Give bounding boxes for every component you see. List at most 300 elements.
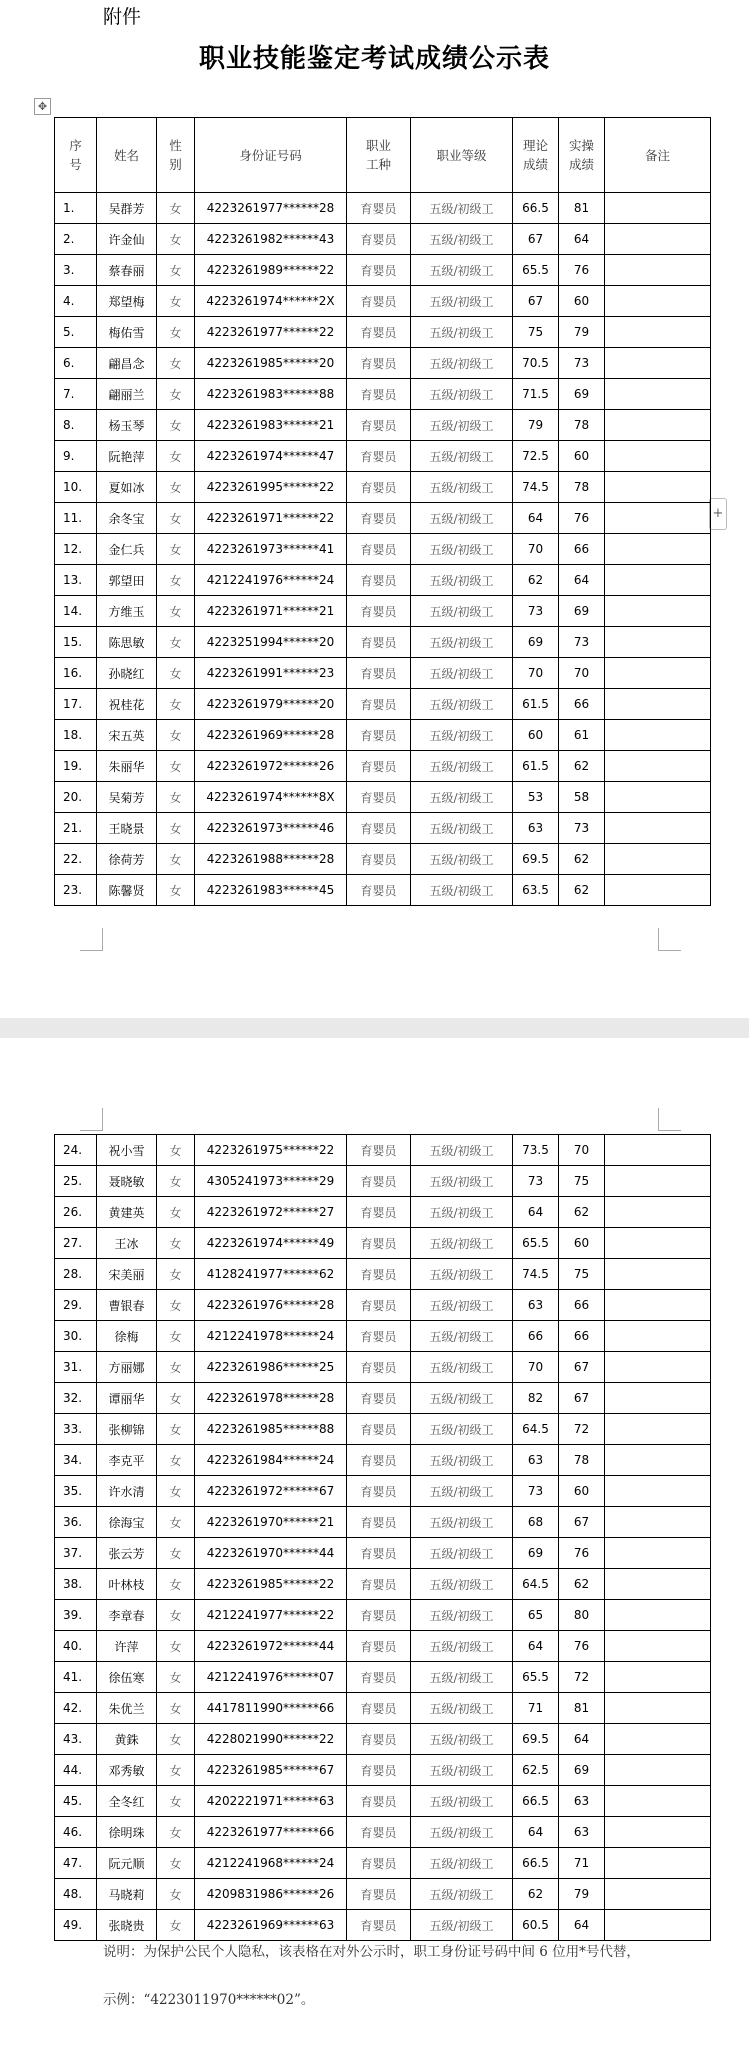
cell-practice-score: 66 xyxy=(559,1321,605,1352)
cell-index: 20. xyxy=(55,782,97,813)
cell-remarks xyxy=(605,720,711,751)
cell-theory-score: 63.5 xyxy=(513,875,559,906)
cell-job-type: 育婴员 xyxy=(347,1445,411,1476)
cell-job-type: 育婴员 xyxy=(347,689,411,720)
cell-theory-score: 70 xyxy=(513,1352,559,1383)
cell-index: 2. xyxy=(55,224,97,255)
cell-gender: 女 xyxy=(157,1135,195,1166)
cell-job-type: 育婴员 xyxy=(347,1414,411,1445)
cell-theory-score: 53 xyxy=(513,782,559,813)
cell-remarks xyxy=(605,1135,711,1166)
cell-index: 44. xyxy=(55,1755,97,1786)
header-id: 身份证号码 xyxy=(195,118,347,193)
cell-name: 张柳锦 xyxy=(97,1414,157,1445)
header-remarks: 备注 xyxy=(605,118,711,193)
table-row xyxy=(55,1166,711,1197)
cell-job-type: 育婴员 xyxy=(347,844,411,875)
crop-mark-bottom-left xyxy=(80,928,103,951)
cell-id-number: 4223261985******20 xyxy=(195,348,347,379)
cell-remarks xyxy=(605,472,711,503)
cell-gender: 女 xyxy=(157,565,195,596)
cell-remarks xyxy=(605,1848,711,1879)
cell-gender: 女 xyxy=(157,751,195,782)
table-row xyxy=(55,317,711,348)
cell-job-type: 育婴员 xyxy=(347,1817,411,1848)
cell-job-level: 五级/初级工 xyxy=(411,1290,513,1321)
cell-practice-score: 78 xyxy=(559,410,605,441)
cell-practice-score: 60 xyxy=(559,1228,605,1259)
cell-remarks xyxy=(605,255,711,286)
cell-job-level: 五级/初级工 xyxy=(411,1228,513,1259)
cell-remarks xyxy=(605,1197,711,1228)
cell-gender: 女 xyxy=(157,720,195,751)
cell-job-level: 五级/初级工 xyxy=(411,1817,513,1848)
cell-name: 朱丽华 xyxy=(97,751,157,782)
score-table-page-1 xyxy=(54,117,711,906)
cell-index: 32. xyxy=(55,1383,97,1414)
cell-job-level: 五级/初级工 xyxy=(411,224,513,255)
table-row xyxy=(55,472,711,503)
cell-index: 16. xyxy=(55,658,97,689)
cell-theory-score: 69.5 xyxy=(513,1724,559,1755)
cell-theory-score: 60.5 xyxy=(513,1910,559,1941)
cell-name: 叶林枝 xyxy=(97,1569,157,1600)
cell-gender: 女 xyxy=(157,782,195,813)
cell-id-number: 4223261969******28 xyxy=(195,720,347,751)
cell-id-number: 4223261989******22 xyxy=(195,255,347,286)
cell-name: 许萍 xyxy=(97,1631,157,1662)
cell-index: 45. xyxy=(55,1786,97,1817)
table-row xyxy=(55,1538,711,1569)
cell-remarks xyxy=(605,1290,711,1321)
cell-job-level: 五级/初级工 xyxy=(411,1693,513,1724)
cell-job-type: 育婴员 xyxy=(347,255,411,286)
table-row xyxy=(55,627,711,658)
table-row xyxy=(55,1321,711,1352)
cell-practice-score: 62 xyxy=(559,875,605,906)
cell-practice-score: 66 xyxy=(559,534,605,565)
cell-practice-score: 78 xyxy=(559,472,605,503)
cell-remarks xyxy=(605,844,711,875)
cell-name: 吴菊芳 xyxy=(97,782,157,813)
cell-job-type: 育婴员 xyxy=(347,348,411,379)
crop-mark-top-left xyxy=(80,1108,103,1131)
cell-remarks xyxy=(605,317,711,348)
table-row xyxy=(55,286,711,317)
cell-job-type: 育婴员 xyxy=(347,286,411,317)
cell-job-level: 五级/初级工 xyxy=(411,1910,513,1941)
cell-job-level: 五级/初级工 xyxy=(411,1414,513,1445)
cell-remarks xyxy=(605,1507,711,1538)
cell-id-number: 4305241973******29 xyxy=(195,1166,347,1197)
cell-job-level: 五级/初级工 xyxy=(411,1662,513,1693)
table-row xyxy=(55,255,711,286)
cell-job-type: 育婴员 xyxy=(347,658,411,689)
cell-job-level: 五级/初级工 xyxy=(411,1879,513,1910)
cell-name: 杨玉琴 xyxy=(97,410,157,441)
header-index: 序号 xyxy=(55,118,97,193)
cell-practice-score: 75 xyxy=(559,1166,605,1197)
cell-index: 37. xyxy=(55,1538,97,1569)
cell-id-number: 4223261977******66 xyxy=(195,1817,347,1848)
cell-theory-score: 79 xyxy=(513,410,559,441)
cell-job-type: 育婴员 xyxy=(347,317,411,348)
cell-id-number: 4212241976******07 xyxy=(195,1662,347,1693)
cell-name: 祝桂花 xyxy=(97,689,157,720)
cell-job-level: 五级/初级工 xyxy=(411,813,513,844)
cell-remarks xyxy=(605,1476,711,1507)
cell-remarks xyxy=(605,1755,711,1786)
cell-theory-score: 64.5 xyxy=(513,1414,559,1445)
cell-job-level: 五级/初级工 xyxy=(411,534,513,565)
cell-job-type: 育婴员 xyxy=(347,1290,411,1321)
cell-id-number: 4223261995******22 xyxy=(195,472,347,503)
cell-gender: 女 xyxy=(157,224,195,255)
cell-gender: 女 xyxy=(157,658,195,689)
cell-index: 40. xyxy=(55,1631,97,1662)
cell-job-type: 育婴员 xyxy=(347,1383,411,1414)
cell-practice-score: 64 xyxy=(559,1724,605,1755)
score-table-page-2 xyxy=(54,1134,711,1941)
cell-job-type: 育婴员 xyxy=(347,1879,411,1910)
cell-job-type: 育婴员 xyxy=(347,627,411,658)
cell-theory-score: 67 xyxy=(513,224,559,255)
cell-practice-score: 76 xyxy=(559,1631,605,1662)
cell-gender: 女 xyxy=(157,410,195,441)
table-row xyxy=(55,844,711,875)
cell-index: 35. xyxy=(55,1476,97,1507)
cell-id-number: 4223261982******43 xyxy=(195,224,347,255)
cell-job-level: 五级/初级工 xyxy=(411,627,513,658)
cell-id-number: 4223261983******88 xyxy=(195,379,347,410)
cell-gender: 女 xyxy=(157,1352,195,1383)
cell-job-level: 五级/初级工 xyxy=(411,410,513,441)
cell-gender: 女 xyxy=(157,1259,195,1290)
cell-practice-score: 79 xyxy=(559,317,605,348)
cell-name: 全冬红 xyxy=(97,1786,157,1817)
cell-id-number: 4223261991******23 xyxy=(195,658,347,689)
cell-gender: 女 xyxy=(157,627,195,658)
cell-name: 宋五英 xyxy=(97,720,157,751)
cell-name: 宋美丽 xyxy=(97,1259,157,1290)
cell-index: 25. xyxy=(55,1166,97,1197)
cell-id-number: 4223261983******45 xyxy=(195,875,347,906)
cell-theory-score: 64.5 xyxy=(513,1569,559,1600)
crop-mark-top-right xyxy=(658,1108,681,1131)
cell-id-number: 4223251994******20 xyxy=(195,627,347,658)
table-row xyxy=(55,596,711,627)
cell-name: 方丽娜 xyxy=(97,1352,157,1383)
cell-practice-score: 72 xyxy=(559,1414,605,1445)
cell-remarks xyxy=(605,1352,711,1383)
cell-remarks xyxy=(605,565,711,596)
cell-theory-score: 70 xyxy=(513,658,559,689)
cell-job-type: 育婴员 xyxy=(347,1693,411,1724)
cell-remarks xyxy=(605,1383,711,1414)
cell-remarks xyxy=(605,1228,711,1259)
cell-index: 13. xyxy=(55,565,97,596)
table-row xyxy=(55,441,711,472)
cell-remarks xyxy=(605,1631,711,1662)
cell-remarks xyxy=(605,1879,711,1910)
cell-practice-score: 66 xyxy=(559,1290,605,1321)
cell-job-level: 五级/初级工 xyxy=(411,720,513,751)
cell-theory-score: 62 xyxy=(513,565,559,596)
table-row xyxy=(55,410,711,441)
document-title: 职业技能鉴定考试成绩公示表 xyxy=(198,44,550,74)
table-row xyxy=(55,720,711,751)
cell-practice-score: 75 xyxy=(559,1259,605,1290)
cell-gender: 女 xyxy=(157,1197,195,1228)
cell-name: 夏如冰 xyxy=(97,472,157,503)
cell-id-number: 4223261978******28 xyxy=(195,1383,347,1414)
table-row xyxy=(55,1352,711,1383)
cell-job-level: 五级/初级工 xyxy=(411,1724,513,1755)
cell-name: 朱优兰 xyxy=(97,1693,157,1724)
cell-practice-score: 67 xyxy=(559,1383,605,1414)
cell-job-level: 五级/初级工 xyxy=(411,1755,513,1786)
cell-index: 5. xyxy=(55,317,97,348)
cell-job-level: 五级/初级工 xyxy=(411,286,513,317)
cell-gender: 女 xyxy=(157,1538,195,1569)
add-row-icon[interactable]: + xyxy=(709,498,727,530)
cell-theory-score: 61.5 xyxy=(513,689,559,720)
cell-index: 39. xyxy=(55,1600,97,1631)
table-row xyxy=(55,1476,711,1507)
cell-id-number: 4223261986******25 xyxy=(195,1352,347,1383)
header-name: 姓名 xyxy=(97,118,157,193)
cell-name: 吴群芳 xyxy=(97,193,157,224)
cell-id-number: 4223261988******28 xyxy=(195,844,347,875)
table-row xyxy=(55,1197,711,1228)
cell-job-level: 五级/初级工 xyxy=(411,1631,513,1662)
cell-gender: 女 xyxy=(157,1910,195,1941)
cell-index: 14. xyxy=(55,596,97,627)
cell-gender: 女 xyxy=(157,1166,195,1197)
cell-remarks xyxy=(605,875,711,906)
cell-name: 张云芳 xyxy=(97,1538,157,1569)
cell-remarks xyxy=(605,1445,711,1476)
cell-index: 22. xyxy=(55,844,97,875)
cell-theory-score: 62.5 xyxy=(513,1755,559,1786)
cell-name: 陈馨贤 xyxy=(97,875,157,906)
table-row xyxy=(55,1786,711,1817)
cell-job-type: 育婴员 xyxy=(347,410,411,441)
cell-job-type: 育婴员 xyxy=(347,1228,411,1259)
cell-job-type: 育婴员 xyxy=(347,813,411,844)
cell-name: 孙晓红 xyxy=(97,658,157,689)
cell-theory-score: 71 xyxy=(513,1693,559,1724)
cell-index: 33. xyxy=(55,1414,97,1445)
cell-remarks xyxy=(605,224,711,255)
cell-index: 18. xyxy=(55,720,97,751)
cell-job-level: 五级/初级工 xyxy=(411,1538,513,1569)
document-page-1 xyxy=(0,0,749,1018)
cell-job-type: 育婴员 xyxy=(347,1321,411,1352)
cell-gender: 女 xyxy=(157,1383,195,1414)
table-move-icon[interactable]: ✥ xyxy=(34,98,51,115)
cell-job-level: 五级/初级工 xyxy=(411,658,513,689)
cell-index: 48. xyxy=(55,1879,97,1910)
document-page-2 xyxy=(0,1038,749,2068)
cell-theory-score: 66.5 xyxy=(513,193,559,224)
cell-index: 24. xyxy=(55,1135,97,1166)
cell-remarks xyxy=(605,1569,711,1600)
cell-id-number: 4202221971******63 xyxy=(195,1786,347,1817)
cell-job-level: 五级/初级工 xyxy=(411,1321,513,1352)
cell-job-level: 五级/初级工 xyxy=(411,1445,513,1476)
cell-job-level: 五级/初级工 xyxy=(411,689,513,720)
cell-gender: 女 xyxy=(157,596,195,627)
cell-practice-score: 80 xyxy=(559,1600,605,1631)
cell-practice-score: 61 xyxy=(559,720,605,751)
cell-practice-score: 62 xyxy=(559,1569,605,1600)
cell-job-type: 育婴员 xyxy=(347,379,411,410)
cell-id-number: 4212241968******24 xyxy=(195,1848,347,1879)
cell-theory-score: 82 xyxy=(513,1383,559,1414)
cell-job-level: 五级/初级工 xyxy=(411,565,513,596)
cell-name: 许水清 xyxy=(97,1476,157,1507)
header-level: 职业等级 xyxy=(411,118,513,193)
cell-job-type: 育婴员 xyxy=(347,1600,411,1631)
cell-remarks xyxy=(605,689,711,720)
cell-theory-score: 65.5 xyxy=(513,255,559,286)
cell-index: 46. xyxy=(55,1817,97,1848)
cell-job-type: 育婴员 xyxy=(347,503,411,534)
cell-practice-score: 78 xyxy=(559,1445,605,1476)
privacy-note: 说明：为保护公民个人隐私，该表格在对外公示时，职工身份证号码中间 6 位用*号代替， xyxy=(103,1944,640,1960)
cell-name: 祝小雪 xyxy=(97,1135,157,1166)
cell-job-type: 育婴员 xyxy=(347,472,411,503)
table-row xyxy=(55,1817,711,1848)
cell-name: 聂晓敏 xyxy=(97,1166,157,1197)
cell-name: 王冰 xyxy=(97,1228,157,1259)
table-row xyxy=(55,689,711,720)
cell-theory-score: 63 xyxy=(513,813,559,844)
table-row xyxy=(55,1693,711,1724)
cell-remarks xyxy=(605,286,711,317)
cell-job-level: 五级/初级工 xyxy=(411,255,513,286)
cell-theory-score: 73.5 xyxy=(513,1135,559,1166)
cell-gender: 女 xyxy=(157,348,195,379)
cell-gender: 女 xyxy=(157,1507,195,1538)
cell-gender: 女 xyxy=(157,1228,195,1259)
cell-id-number: 4223261974******8X xyxy=(195,782,347,813)
cell-job-type: 育婴员 xyxy=(347,565,411,596)
cell-index: 30. xyxy=(55,1321,97,1352)
table-row xyxy=(55,1569,711,1600)
cell-index: 34. xyxy=(55,1445,97,1476)
cell-remarks xyxy=(605,1786,711,1817)
cell-job-type: 育婴员 xyxy=(347,1538,411,1569)
cell-index: 47. xyxy=(55,1848,97,1879)
cell-theory-score: 73 xyxy=(513,1476,559,1507)
cell-name: 徐伍寒 xyxy=(97,1662,157,1693)
cell-practice-score: 76 xyxy=(559,255,605,286)
privacy-example: 示例：“4223011970******02”。 xyxy=(103,1992,315,2008)
table-row xyxy=(55,1290,711,1321)
cell-practice-score: 81 xyxy=(559,1693,605,1724)
cell-theory-score: 65.5 xyxy=(513,1228,559,1259)
cell-remarks xyxy=(605,441,711,472)
cell-gender: 女 xyxy=(157,1693,195,1724)
cell-job-level: 五级/初级工 xyxy=(411,751,513,782)
table-row xyxy=(55,503,711,534)
cell-practice-score: 69 xyxy=(559,596,605,627)
cell-gender: 女 xyxy=(157,534,195,565)
cell-practice-score: 58 xyxy=(559,782,605,813)
cell-theory-score: 63 xyxy=(513,1290,559,1321)
cell-job-type: 育婴员 xyxy=(347,1724,411,1755)
cell-index: 43. xyxy=(55,1724,97,1755)
cell-id-number: 4223261972******67 xyxy=(195,1476,347,1507)
cell-theory-score: 68 xyxy=(513,1507,559,1538)
cell-remarks xyxy=(605,193,711,224)
table-row xyxy=(55,1848,711,1879)
cell-id-number: 4223261970******44 xyxy=(195,1538,347,1569)
cell-job-level: 五级/初级工 xyxy=(411,379,513,410)
cell-practice-score: 72 xyxy=(559,1662,605,1693)
cell-index: 28. xyxy=(55,1259,97,1290)
table-row xyxy=(55,658,711,689)
cell-job-level: 五级/初级工 xyxy=(411,1383,513,1414)
cell-theory-score: 73 xyxy=(513,596,559,627)
cell-id-number: 4223261977******22 xyxy=(195,317,347,348)
cell-id-number: 4223261972******27 xyxy=(195,1197,347,1228)
table-row xyxy=(55,1662,711,1693)
cell-theory-score: 70 xyxy=(513,534,559,565)
cell-job-level: 五级/初级工 xyxy=(411,1507,513,1538)
cell-gender: 女 xyxy=(157,1786,195,1817)
table-row xyxy=(55,1445,711,1476)
cell-theory-score: 64 xyxy=(513,503,559,534)
table-row xyxy=(55,875,711,906)
cell-name: 陈思敏 xyxy=(97,627,157,658)
cell-practice-score: 76 xyxy=(559,503,605,534)
cell-id-number: 4417811990******66 xyxy=(195,1693,347,1724)
cell-job-type: 育婴员 xyxy=(347,1662,411,1693)
cell-theory-score: 64 xyxy=(513,1197,559,1228)
cell-job-level: 五级/初级工 xyxy=(411,782,513,813)
cell-gender: 女 xyxy=(157,689,195,720)
cell-job-type: 育婴员 xyxy=(347,782,411,813)
cell-remarks xyxy=(605,1662,711,1693)
cell-id-number: 4223261985******88 xyxy=(195,1414,347,1445)
cell-name: 马晓莉 xyxy=(97,1879,157,1910)
cell-index: 21. xyxy=(55,813,97,844)
cell-remarks xyxy=(605,1166,711,1197)
cell-name: 阮艳萍 xyxy=(97,441,157,472)
cell-gender: 女 xyxy=(157,1755,195,1786)
cell-name: 黄建英 xyxy=(97,1197,157,1228)
cell-name: 徐荷芳 xyxy=(97,844,157,875)
cell-practice-score: 79 xyxy=(559,1879,605,1910)
cell-id-number: 4223261984******24 xyxy=(195,1445,347,1476)
cell-remarks xyxy=(605,1724,711,1755)
cell-remarks xyxy=(605,410,711,441)
cell-job-type: 育婴员 xyxy=(347,1910,411,1941)
cell-theory-score: 70.5 xyxy=(513,348,559,379)
cell-practice-score: 60 xyxy=(559,286,605,317)
table-row xyxy=(55,1600,711,1631)
cell-job-type: 育婴员 xyxy=(347,1569,411,1600)
cell-name: 金仁兵 xyxy=(97,534,157,565)
cell-id-number: 4223261976******28 xyxy=(195,1290,347,1321)
cell-id-number: 4212241978******24 xyxy=(195,1321,347,1352)
table-row xyxy=(55,751,711,782)
cell-remarks xyxy=(605,658,711,689)
table-row xyxy=(55,1383,711,1414)
